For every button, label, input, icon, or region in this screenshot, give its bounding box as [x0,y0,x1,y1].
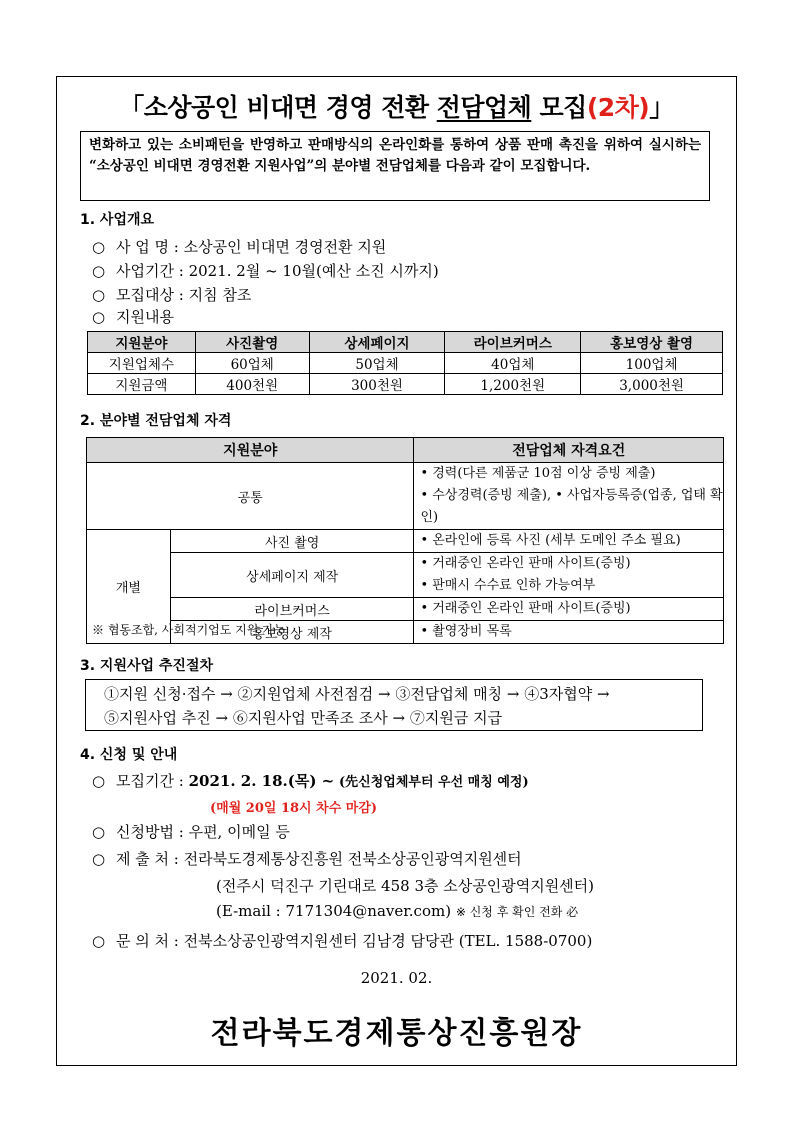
table-cell: 400천원 [195,374,309,395]
individual-label: 개별 [87,530,171,644]
table-row [87,530,724,553]
requirement-cell: • 온라인에 등록 사진 (세부 도메인 주소 필요) [414,530,724,553]
process-line-2: ⑤지원사업 추진 → ⑥지원사업 만족조 조사 → ⑦지원금 지급 [104,709,503,727]
submit-place: ○ 제 출 처 : 전라북도경제통상진흥원 전북소상공인광역지원센터 [92,850,522,868]
issuer-name: 전라북도경제통상진흥원장 [210,1016,583,1051]
requirement-cell: • 거래중인 온라인 판매 사이트(증빙) [414,598,724,621]
table-cell: 40업체 [445,353,581,374]
table-header: 사진촬영 [195,332,309,353]
table-header: 홍보영상 촬영 [581,332,723,353]
table-cell: 3,000천원 [581,374,723,395]
table-row [87,463,724,530]
table-header: 전담업체 자격요건 [414,438,724,463]
title-round: (2차) [586,93,650,122]
page-title: 「소상공인 비대면 경영 전환 전담업체 모집(2차)」 [119,93,674,122]
table-header: 상세페이지 [309,332,445,353]
table-header: 지원분야 [88,332,196,353]
overview-item-target: ○ 모집대상 : 지침 참조 [92,286,252,304]
document-date: 2021. 02. [360,969,433,987]
table-cell: 지원업체수 [88,353,196,374]
submit-address: (전주시 덕진구 기린대로 458 3층 소상공인광역지원센터) [216,877,595,895]
requirement-cell: • 거래중인 온라인 판매 사이트(증빙) • 판매시 수수료 인하 가능여부 [414,553,724,598]
table-cell: 1,200천원 [445,374,581,395]
table-cell: 지원금액 [88,374,196,395]
table-header-row [87,438,724,463]
common-label: 공통 [87,463,414,530]
table-header-row [88,332,723,353]
section-4-heading: 4. 신청 및 안내 [80,747,178,763]
qualification-note: ※ 협동조합, 사회적기업도 지원 가능 [92,623,286,637]
common-requirements: • 경력(다른 제품군 10점 이상 증빙 제출) • 수상경력(증빙 제출), • 사업자등록증(업종, 업태 확인) [414,463,724,530]
field-cell: 라이브커머스 [170,598,414,621]
contact-info: ○ 문 의 처 : 전북소상공인광역지원센터 김남경 담당관 (TEL. 1588-0700) [92,932,593,950]
field-cell: 상세페이지 제작 [170,553,414,598]
apply-deadline-note: (매월 20일 18시 차수 마감) [210,801,378,816]
table-cell: 50업체 [309,353,445,374]
title-underlined: 전담업체 [436,93,532,122]
requirement-cell: • 촬영장비 목록 [414,621,724,644]
overview-item-content: ○ 지원내용 [92,308,174,326]
overview-item-name: ○ 사 업 명 : 소상공인 비대면 경영전환 지원 [92,238,387,256]
field-cell: 사진 촬영 [170,530,414,553]
table-header: 라이브커머스 [445,332,581,353]
field-cell: 홍보영상 제작 [170,621,414,644]
apply-period: ○ 모집기간 : 2021. 2. 18.(목) ~ (先신청업체부터 우선 매칭 예정) [92,772,529,790]
overview-item-period: ○ 사업기간 : 2021. 2월 ~ 10월(예산 소진 시까지) [92,262,439,280]
table-row [87,553,724,598]
table-cell: 100업체 [581,353,723,374]
table-cell: 300천원 [309,374,445,395]
submit-email: (E-mail : 7171304@naver.com) ※ 신청 후 확인 전화 必 [216,902,579,920]
section-2-heading: 2. 분야별 전담업체 자격 [80,413,232,429]
section-3-heading: 3. 지원사업 추진절차 [80,658,213,674]
intro-box: 변화하고 있는 소비패턴을 반영하고 판매방식의 온라인화를 통하여 상품 판매 촉진을 위하여 실시하는 “소상공인 비대면 경영전환 지원사업”의 분야별 전담업체를 다음과 같이 모집합니다. [80,131,710,201]
support-table [87,331,723,395]
table-row [88,374,723,395]
table-header: 지원분야 [87,438,414,463]
process-line-1: ①지원 신청·접수 → ②지원업체 사전점검 → ③전담업체 매칭 → ④3자협약 → [104,685,610,703]
process-box [85,679,703,731]
qualification-table [86,437,724,644]
table-row [88,353,723,374]
apply-method: ○ 신청방법 : 우편, 이메일 등 [92,823,290,841]
table-cell: 60업체 [195,353,309,374]
section-1-heading: 1. 사업개요 [80,212,155,228]
table-row [87,598,724,621]
